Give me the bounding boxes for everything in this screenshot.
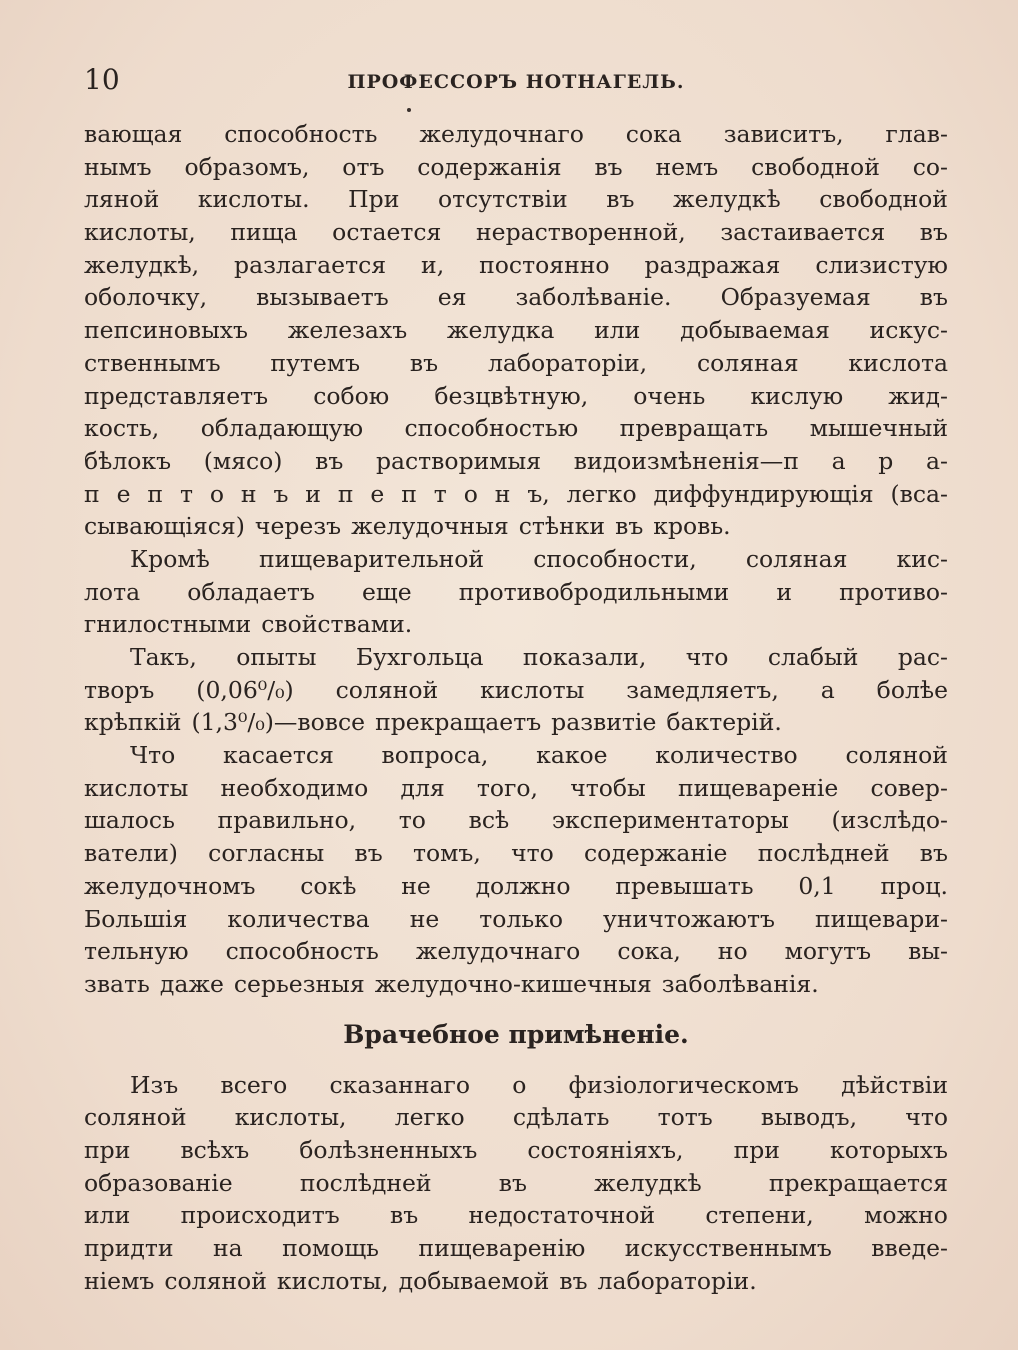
word: (изслѣдо- — [831, 806, 948, 835]
word: только — [479, 904, 564, 933]
text-line — [84, 1101, 948, 1134]
word: видоизмѣненія—п — [573, 446, 799, 475]
word: образомъ, — [184, 152, 310, 181]
word: или — [84, 1201, 131, 1230]
word: помощь — [282, 1234, 379, 1262]
word: пищеваренію — [418, 1234, 586, 1262]
word: состояніяхъ, — [527, 1135, 684, 1164]
word: кислую — [750, 381, 844, 410]
word: кислоты, — [276, 1266, 389, 1295]
word: н — [494, 479, 511, 508]
word: чтобы — [570, 773, 646, 802]
word: нымъ — [84, 152, 152, 181]
word: железахъ — [287, 316, 408, 345]
text-line — [84, 510, 948, 543]
text-line — [84, 183, 948, 216]
word: уничтожаютъ — [603, 904, 775, 933]
word: нерастворенной, — [476, 218, 686, 247]
word: со- — [912, 152, 948, 181]
word: какое — [536, 741, 608, 770]
word: способность — [225, 937, 379, 966]
word: въ — [606, 185, 635, 214]
word: соляной — [845, 741, 948, 770]
word: безцвѣтную, — [434, 381, 589, 410]
word: кость, — [84, 414, 160, 443]
word: способность — [224, 120, 378, 148]
word: тельную — [84, 937, 189, 966]
word: пищеварительной — [258, 544, 485, 573]
word: количество — [655, 741, 798, 770]
word: физіологическомъ — [568, 1070, 799, 1099]
word: бѣлокъ — [84, 446, 172, 475]
word: въ — [315, 446, 344, 475]
word: тотъ — [657, 1103, 713, 1132]
word: при — [733, 1135, 780, 1164]
text-line — [84, 968, 948, 1001]
word: въ — [919, 839, 948, 868]
paragraphs-before-heading — [84, 118, 948, 1001]
word: обладаетъ — [187, 577, 315, 606]
text-line — [84, 772, 948, 805]
word: (мясо) — [203, 446, 283, 475]
word: содержанія — [417, 152, 562, 181]
paragraph — [84, 118, 948, 543]
word: желудочныя — [351, 512, 509, 541]
word: мышечный — [809, 414, 948, 443]
word: (0,06⁰/₀) — [196, 675, 294, 704]
word: о — [463, 479, 478, 508]
word: не — [409, 904, 440, 933]
word: желудкѣ — [673, 185, 781, 214]
word: зависитъ, — [723, 120, 844, 148]
word: способности, — [533, 544, 697, 573]
text-line — [84, 870, 948, 903]
word: должно — [475, 871, 571, 900]
word: но — [717, 937, 748, 966]
word: отсутствіи — [437, 185, 568, 214]
word: заболѣваніе. — [515, 283, 672, 312]
text-line — [84, 1134, 948, 1167]
word: въ — [390, 1201, 419, 1230]
page-number: 10 — [84, 63, 120, 96]
word: Бухгольца — [355, 643, 484, 671]
word: п — [401, 479, 417, 508]
word: соляной — [164, 1266, 267, 1295]
word: еще — [361, 577, 412, 606]
word: р — [878, 446, 894, 475]
word: кислоты. — [197, 185, 310, 214]
word: превышать — [615, 871, 754, 900]
word: свободной — [819, 185, 948, 214]
word: на — [212, 1234, 243, 1262]
word: искус- — [869, 316, 948, 345]
word: ніемъ — [84, 1266, 155, 1295]
word: необходимо — [220, 773, 369, 802]
word: могутъ — [784, 937, 872, 966]
word: прекращаетъ — [375, 708, 542, 737]
word: пищевари- — [814, 904, 948, 933]
word: кислоты, — [84, 218, 196, 247]
text-line — [84, 641, 948, 674]
word: п — [84, 479, 100, 508]
text-line — [84, 1265, 948, 1298]
word: собою — [313, 381, 390, 410]
word: 0,1 — [798, 871, 836, 900]
word: легко — [566, 479, 637, 508]
word: въ — [919, 218, 948, 247]
text-line — [84, 706, 948, 739]
word: которыхъ — [830, 1135, 948, 1164]
word: Большія — [84, 904, 188, 933]
word: постоянно — [479, 250, 610, 279]
text-line — [84, 837, 948, 870]
word: жид- — [888, 381, 948, 410]
word: желудочнаго — [415, 937, 581, 966]
word: томъ, — [412, 839, 481, 868]
word: ственнымъ — [84, 348, 221, 377]
word: можно — [864, 1201, 948, 1230]
text-line — [84, 380, 948, 413]
word: свободной — [751, 152, 880, 181]
paragraph — [84, 641, 948, 739]
word: сокѣ — [300, 871, 357, 900]
word: экспериментаторы — [551, 806, 789, 835]
word: ъ — [273, 479, 289, 508]
word: бактерій. — [666, 708, 782, 737]
text-line — [84, 804, 948, 837]
word: лабораторіи. — [597, 1266, 757, 1295]
word: придти — [84, 1234, 174, 1262]
word: противо- — [839, 577, 948, 606]
word: желудочномъ — [84, 871, 256, 900]
paragraph — [84, 1069, 948, 1298]
word: легко — [394, 1103, 465, 1132]
word: болѣзненныхъ — [299, 1135, 478, 1164]
word: соляной — [84, 1103, 187, 1132]
word: въ — [559, 1266, 588, 1295]
text-line — [84, 118, 948, 151]
word: а- — [925, 446, 948, 475]
word: При — [348, 185, 400, 214]
text-line — [84, 216, 948, 249]
word: желудкѣ, — [84, 250, 200, 279]
word: раздражая — [644, 250, 781, 279]
word: и — [305, 479, 321, 508]
word: всѣхъ — [180, 1135, 250, 1164]
word: показали, — [522, 643, 647, 671]
word: застаивается — [720, 218, 886, 247]
word: искусственнымъ — [624, 1234, 832, 1262]
word: лота — [84, 577, 141, 606]
running-head — [84, 60, 948, 104]
word: пепсиновыхъ — [84, 316, 249, 345]
word: сдѣлать — [512, 1103, 610, 1132]
word: слабый — [767, 643, 859, 671]
running-title: ПРОФЕССОРЪ НОТНАГЕЛЬ. — [347, 71, 685, 93]
word: недостаточной — [468, 1201, 656, 1230]
word: Такъ, — [130, 643, 197, 671]
word: остается — [332, 218, 442, 247]
text-line — [84, 151, 948, 184]
word: болѣе — [876, 675, 948, 704]
word: замедляетъ, — [626, 675, 779, 704]
word: п — [147, 479, 164, 508]
word: звать — [84, 969, 150, 998]
word: Изъ — [130, 1070, 179, 1099]
word: путемъ — [270, 348, 361, 377]
word: кислота — [848, 348, 948, 377]
word: стѣнки — [518, 512, 606, 541]
word: сока — [625, 120, 682, 148]
word: Что — [130, 741, 176, 770]
word: оболочку, — [84, 283, 208, 312]
word: (1,3⁰/₀)—вовсе — [191, 708, 366, 737]
word: Кромѣ — [130, 544, 210, 573]
text-line — [84, 1232, 948, 1265]
word: степени, — [705, 1201, 814, 1230]
word: черезъ — [254, 512, 342, 541]
text-line — [84, 478, 948, 511]
word: соляной — [335, 675, 439, 704]
word: Образуемая — [720, 283, 871, 312]
text-line — [84, 347, 948, 380]
text-line — [84, 412, 948, 445]
word: творъ — [84, 675, 155, 704]
text-line — [84, 608, 948, 641]
word: что — [511, 839, 554, 868]
word: и — [776, 577, 792, 606]
word: не — [401, 871, 431, 900]
word: п — [337, 479, 354, 508]
word: немъ — [655, 152, 719, 181]
word: желудочнаго — [419, 120, 584, 148]
word: противобродильными — [458, 577, 730, 606]
word: выводъ, — [760, 1103, 858, 1132]
word: свойствами. — [261, 610, 413, 639]
word: растворимыя — [375, 446, 542, 475]
word: а — [820, 675, 835, 704]
word: н — [240, 479, 257, 508]
word: крѣпкій — [84, 708, 182, 737]
word: при — [84, 1135, 131, 1164]
text-line — [84, 445, 948, 478]
text-line — [84, 903, 948, 936]
word: (вса- — [890, 479, 948, 508]
word: сывающіяся) — [84, 512, 245, 541]
paragraph — [84, 543, 948, 641]
word: диффундирующія — [653, 479, 874, 508]
word: шалось — [84, 806, 175, 835]
word: дѣйствіи — [841, 1070, 948, 1099]
word: гнилостными — [84, 610, 252, 639]
word: послѣдней — [299, 1168, 432, 1197]
word: развитіе — [551, 708, 657, 737]
word: въ — [919, 283, 948, 312]
word: т — [433, 479, 447, 508]
word: кис- — [896, 544, 948, 573]
word: то — [398, 806, 426, 835]
word: всѣ — [468, 806, 510, 835]
word: и, — [421, 250, 445, 279]
text-line — [84, 935, 948, 968]
paragraph — [84, 739, 948, 1001]
word: совер- — [870, 773, 948, 802]
text-line — [84, 1199, 948, 1232]
word: желудкѣ — [594, 1168, 702, 1197]
word: рас- — [897, 643, 948, 671]
text-line — [84, 1069, 948, 1102]
word: серьезныя — [233, 969, 365, 998]
word: е — [370, 479, 385, 508]
word: о — [512, 1070, 527, 1099]
word: вопроса, — [381, 741, 489, 770]
word: е — [116, 479, 131, 508]
word: соляная — [745, 544, 848, 573]
word: вы- — [908, 937, 948, 966]
text-line — [84, 249, 948, 282]
word: введе- — [871, 1234, 948, 1262]
paragraphs-after-heading — [84, 1069, 948, 1298]
text-line — [84, 314, 948, 347]
word: кровь. — [653, 512, 731, 541]
word: заболѣванія. — [661, 969, 819, 998]
word: ъ, — [527, 479, 550, 508]
text-line — [84, 281, 948, 314]
word: въ — [498, 1168, 527, 1197]
word: ея — [437, 283, 467, 312]
word: кислоты — [480, 675, 585, 704]
word: что — [685, 643, 729, 671]
word: въ — [594, 152, 623, 181]
word: добываемая — [680, 316, 830, 345]
word: послѣдней — [757, 839, 890, 868]
word: того, — [476, 773, 539, 802]
word: глав- — [885, 120, 948, 148]
body-text — [84, 118, 948, 1297]
word: представляетъ — [84, 381, 269, 410]
word: пища — [230, 218, 298, 247]
word: образованіе — [84, 1168, 233, 1197]
word: лабораторіи, — [487, 348, 648, 377]
word: кислоты — [84, 773, 189, 802]
word: ляной — [84, 185, 160, 214]
word: опыты — [236, 643, 317, 671]
text-line — [84, 576, 948, 609]
word: касается — [223, 741, 334, 770]
word: для — [400, 773, 445, 802]
word: согласны — [208, 839, 325, 868]
word: всего — [220, 1070, 288, 1099]
word: вающая — [84, 120, 183, 148]
word: желудочно-кишечныя — [374, 969, 652, 998]
word: сока, — [617, 937, 681, 966]
word: добываемой — [398, 1266, 550, 1295]
word: сказаннаго — [329, 1070, 470, 1099]
word: а — [831, 446, 846, 475]
word: или — [594, 316, 641, 345]
word: что — [905, 1103, 948, 1132]
word: даже — [159, 969, 224, 998]
word: содержаніе — [584, 839, 728, 868]
text-line — [84, 674, 948, 707]
word: слизистую — [815, 250, 948, 279]
word: въ — [615, 512, 644, 541]
word: т — [179, 479, 193, 508]
text-line — [84, 1167, 948, 1200]
word: превращать — [619, 414, 769, 443]
word: прекращается — [768, 1168, 948, 1197]
text-line — [84, 543, 948, 576]
word: разлагается — [234, 250, 387, 279]
word: пищевареніе — [677, 773, 839, 802]
word: обладающую — [200, 414, 364, 443]
section-heading: Врачебное примѣненіе. — [343, 1019, 689, 1049]
word: въ — [354, 839, 383, 868]
text-line — [84, 739, 948, 772]
word: желудка — [446, 316, 555, 345]
word: очень — [633, 381, 706, 410]
word: происходитъ — [180, 1201, 340, 1230]
print-speck — [407, 108, 411, 112]
word: правильно, — [217, 806, 357, 835]
word: ватели) — [84, 839, 178, 868]
word: въ — [409, 348, 439, 377]
word: соляная — [696, 348, 799, 377]
word: о — [209, 479, 224, 508]
word: кислоты, — [234, 1103, 347, 1132]
word: проц. — [880, 871, 948, 900]
word: отъ — [342, 152, 385, 181]
word: вызываетъ — [256, 283, 389, 312]
word: количества — [227, 904, 370, 933]
word: способностью — [404, 414, 579, 443]
